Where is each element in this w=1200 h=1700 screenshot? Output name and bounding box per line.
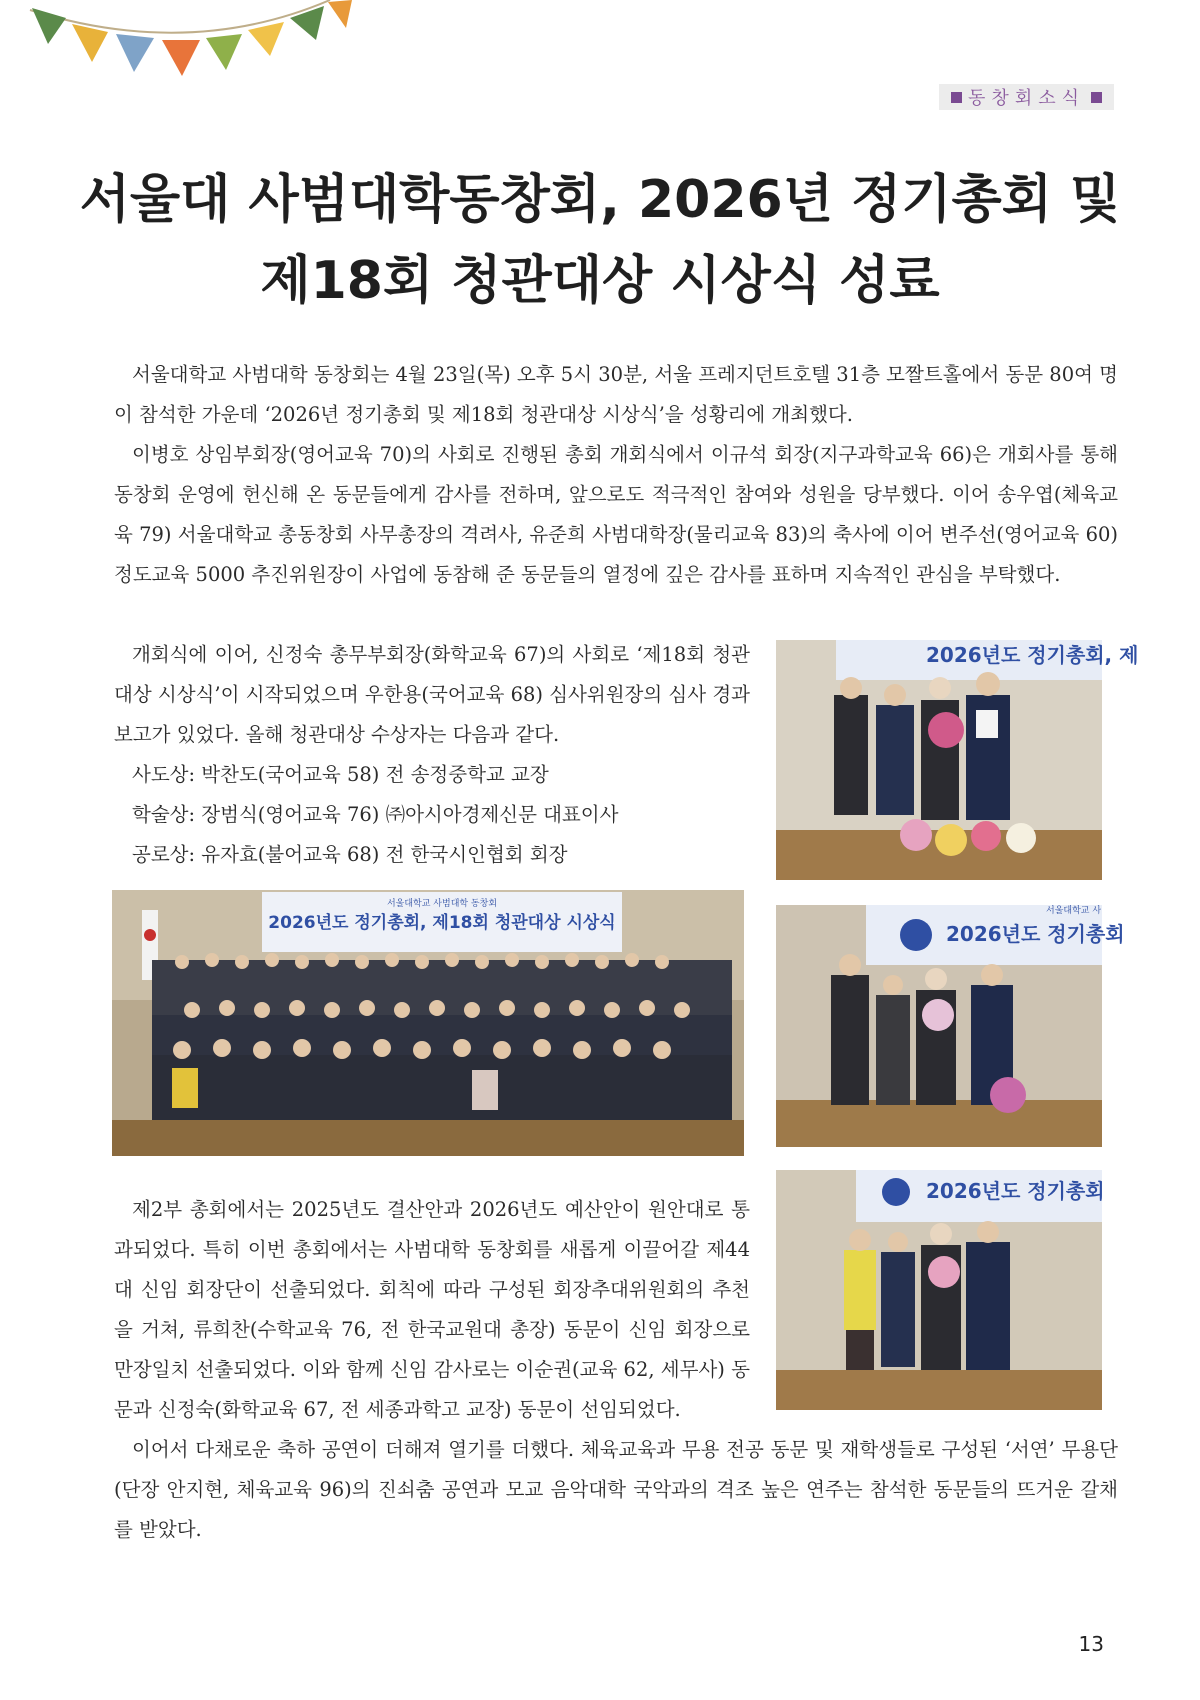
photo-award-recipients-3 [776,1170,1105,1410]
square-bullet-icon [951,92,962,103]
award-merit: 공로상: 유자효(불어교육 68) 전 한국시인협회 회장 [132,843,568,866]
paragraph-general-meeting: 제2부 총회에서는 2025년도 결산안과 2026년도 예산안이 원안대로 통과되었다. 특히 이번 총회에서는 사범대학 동창회를 새롭게 이끌어갈 제44대 신임 회장단이 선출되었다. 회칙에 따라 구성된 회장추대위원회의 추천을 거쳐, 류희찬(수학교육 76, 전 한국교원대 총장) 동문이 신임 회장으로 만장일치 선출되었다. 이와 함께 신임 감사로는 이순권(교육 62, 세무사) 동문과 신정숙(화학교육 67, 전 세종과학고 교장) 동문이 선임되었다. [114,1198,750,1421]
section-tag [939,84,1114,110]
square-bullet-icon [1091,92,1102,103]
title-line-2: 제18회 청관대상 시상식 성료 [260,250,940,311]
banner-main-text: 2026년도 정기총회, 제18회 청관대상 시상식 [268,913,616,933]
bunting-decoration [30,0,360,90]
page-title [60,160,1140,321]
page-number: 13 [1078,1632,1104,1656]
title-line-1: 서울대 사범대학동창회, 2026년 정기총회 및 [79,170,1121,230]
paragraph-award-ceremony: 개회식에 이어, 신정숙 총무부회장(화학교육 67)의 사회로 ‘제18회 청관대상 시상식’이 시작되었으며 우한용(국어교육 68) 심사위원장의 심사 경과보고가 있었다. 올해 청관대상 수상자는 다음과 같다. [114,643,750,746]
banner-text: 2026년도 정기총회, 제 [926,643,1139,667]
banner-small-text: 서울대학교 사범대학 동창회 [386,899,498,909]
paragraph-opening: 이병호 상임부회장(영어교육 70)의 사회로 진행된 총회 개회식에서 이규석 회장(지구과학교육 66)은 개회사를 통해 동창회 운영에 헌신해 온 동문들에게 감사를 전하며, 앞으로도 적극적인 참여와 성원을 당부했다. 이어 송우엽(체육교육 79) 서울대학교 총동창회 사무총장의 격려사, 유준희 사범대학장(물리교육 83)의 축사에 이어 변주선(영어교육 60) 정도교육 5000 추진위원장이 사업에 동참해 준 동문들의 열정에 깊은 감사를 표하며 지속적인 관심을 부탁했다. [114,443,1118,586]
photo-award-recipients-2 [776,905,1125,1147]
banner-text: 2026년도 정기총회 [926,1179,1105,1203]
banner-small-text: 서울대학교 사 [1046,906,1102,916]
photo-award-recipients-1 [776,640,1139,880]
section-tag-label: 동창회소식 [968,88,1085,109]
paragraph-intro: 서울대학교 사범대학 동창회는 4월 23일(목) 오후 5시 30분, 서울 프레지던트호텔 31층 모짤트홀에서 동문 80여 명이 참석한 가운데 ‘2026년 정기총회 및 제18회 청관대상 시상식’을 성황리에 개최했다. [114,363,1118,426]
banner-text: 2026년도 정기총회 [946,922,1125,946]
photo-group [112,890,744,1156]
award-academic: 학술상: 장범식(영어교육 76) ㈜아시아경제신문 대표이사 [132,803,619,826]
paragraph-performance: 이어서 다채로운 축하 공연이 더해져 열기를 더했다. 체육교육과 무용 전공 동문 및 재학생들로 구성된 ‘서연’ 무용단(단장 안지현, 체육교육 96)의 진쇠춤 공연과 모교 음악대학 국악과의 격조 높은 연주는 참석한 동문들의 뜨거운 갈채를 받았다. [114,1438,1118,1541]
award-sado: 사도상: 박찬도(국어교육 58) 전 송정중학교 교장 [132,763,549,786]
